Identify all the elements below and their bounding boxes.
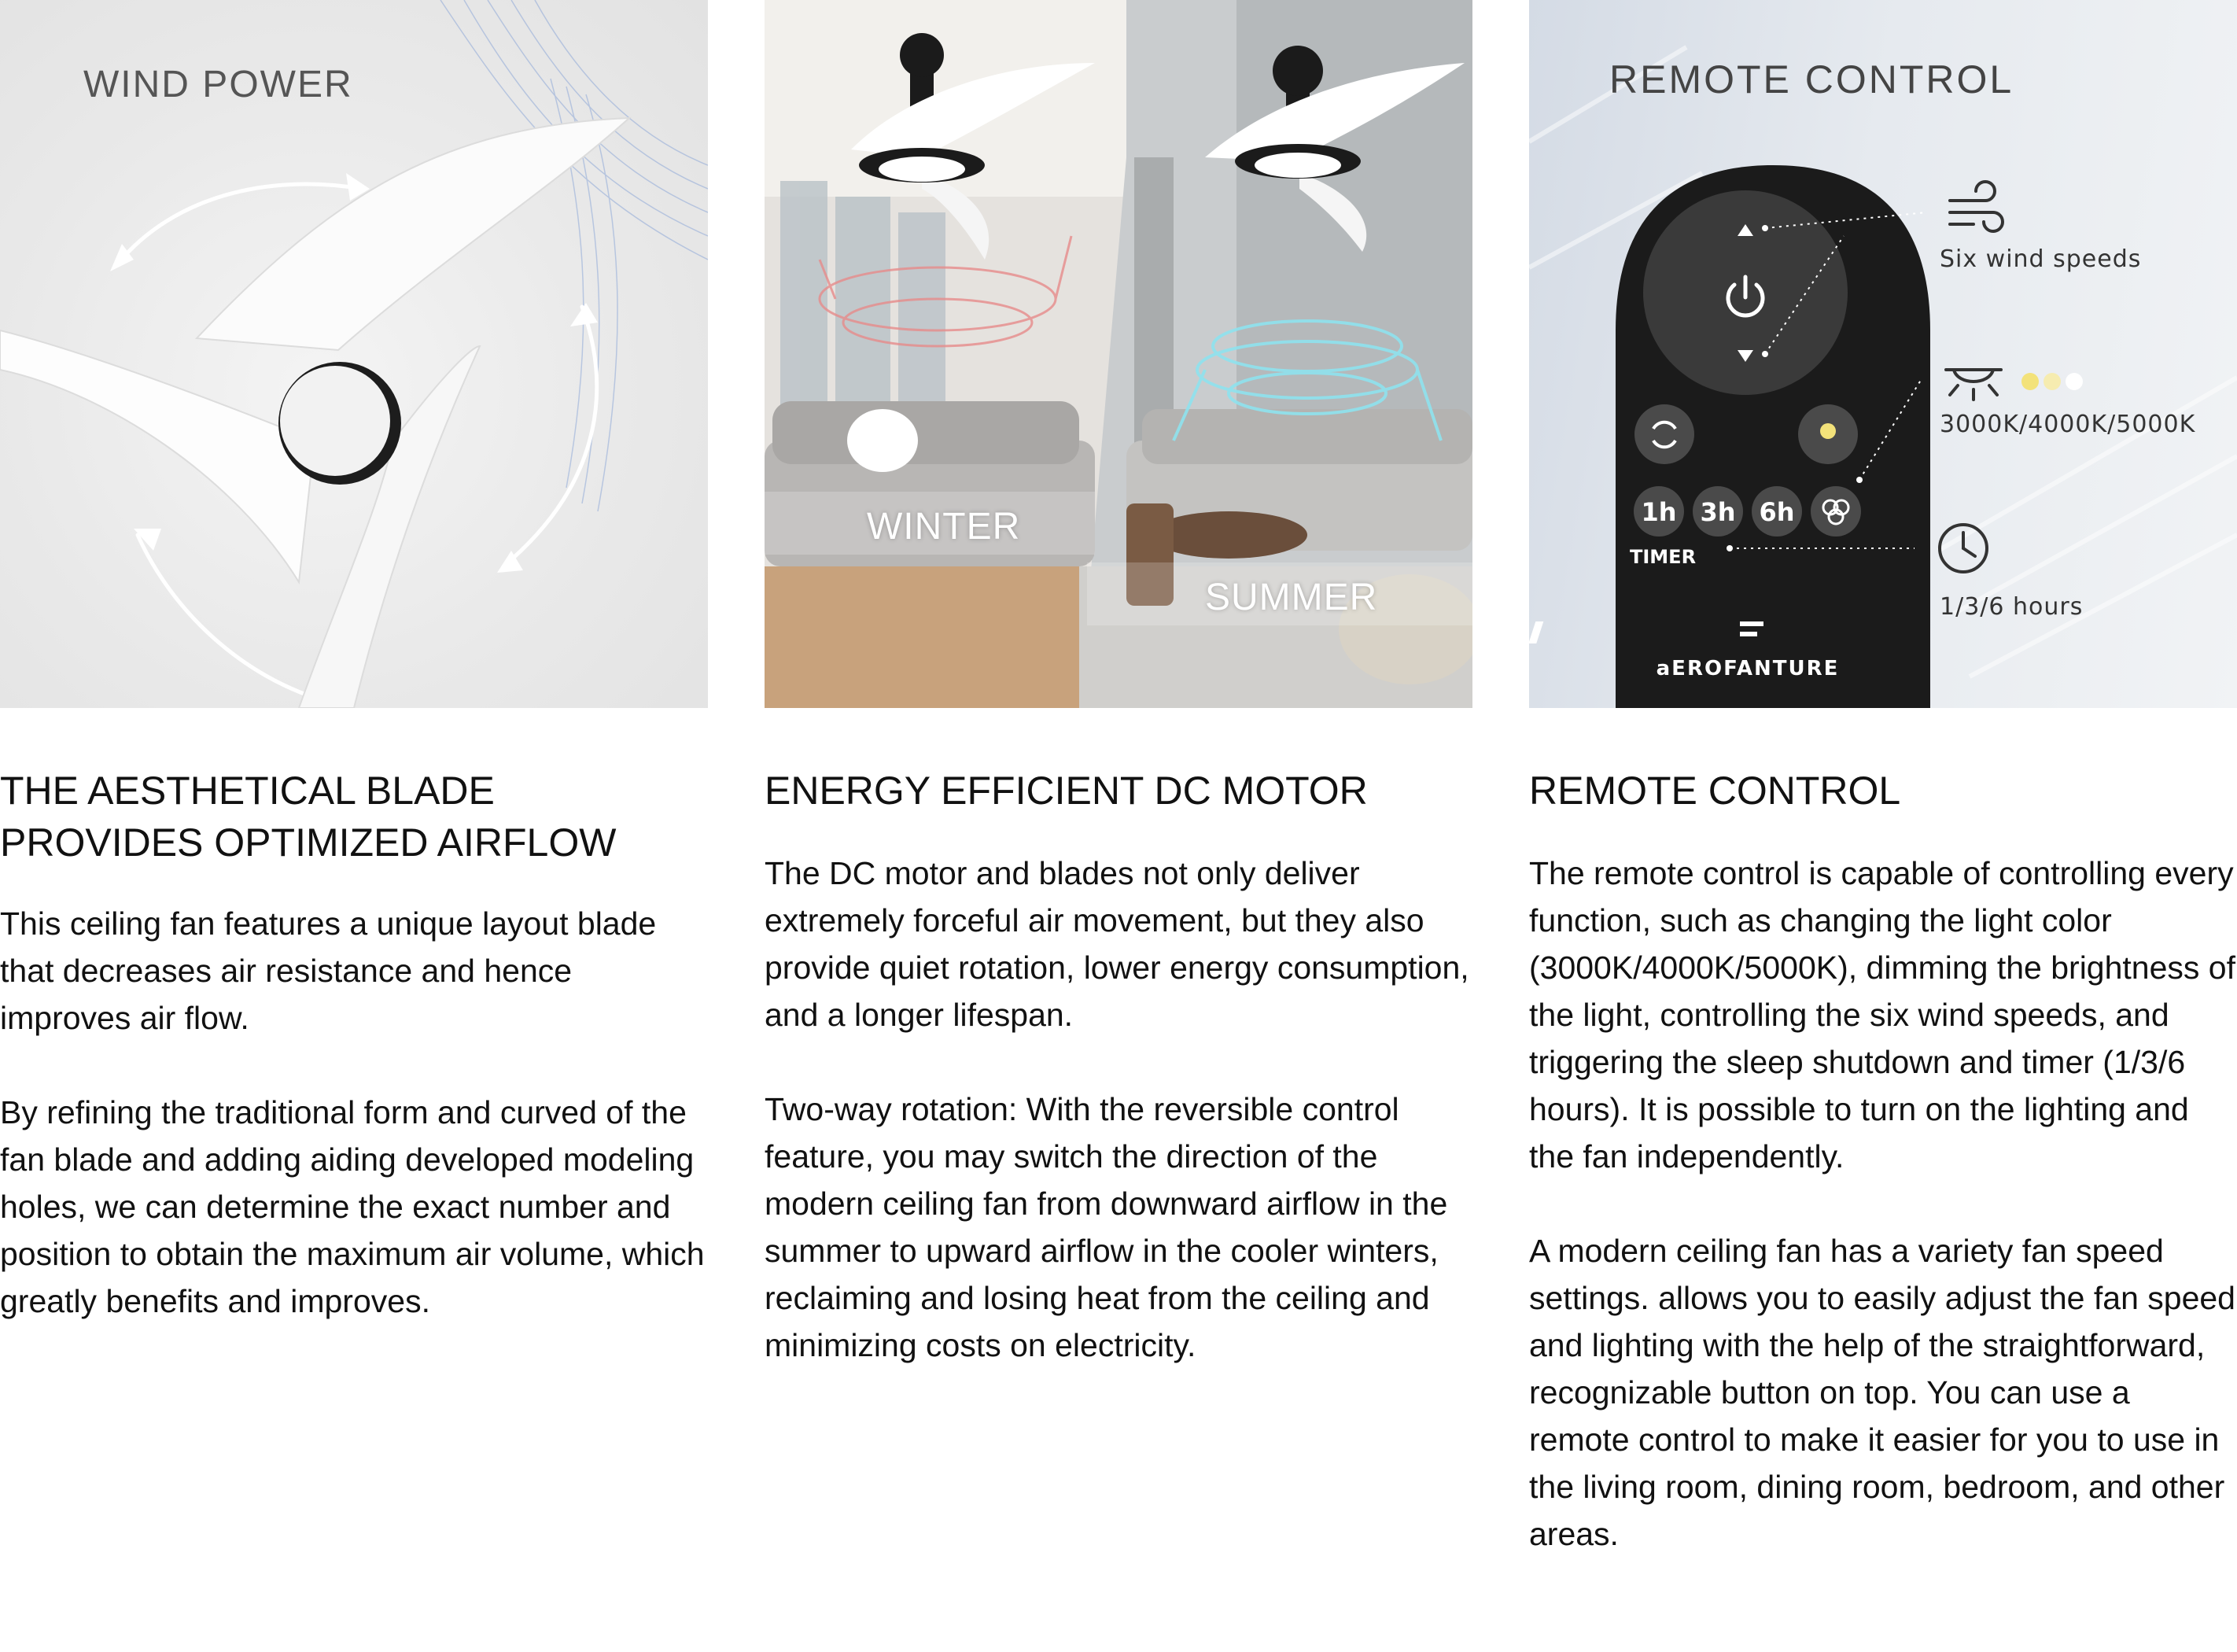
motor-heading: ENERGY EFFICIENT DC MOTOR (765, 769, 1368, 813)
brand-name: aEROFANTURE (1656, 657, 1840, 680)
timer-hours-text: 1/3/6 hours (1940, 593, 2084, 621)
timer-6h-text: 6h (1759, 497, 1795, 527)
light-dot-warm (2021, 373, 2039, 390)
light-dot-cool (2066, 373, 2083, 390)
timer-label: TIMER (1630, 546, 1697, 568)
blade-heading: THE AESTHETICAL BLADE PROVIDES OPTIMIZED AIRFLOW (0, 769, 617, 865)
fan-light-globe (280, 366, 390, 476)
feature-column-blade (0, 0, 708, 1325)
motor-paragraph-2: Two-way rotation: With the reversible control feature, you may switch the direction of the modern ceiling fan from downward airflow in the summer to upward airflow in the cooler winters, reclaiming and losing heat from the ceiling and minimizing costs on electricity. (765, 1091, 1448, 1363)
feature-column-remote (1529, 0, 2237, 1558)
fan-blade-top (197, 118, 629, 350)
color-temp-text: 3000K/4000K/5000K (1940, 411, 2196, 438)
remote-paragraph-2: A modern ceiling fan has a variety fan speed settings. allows you to easily adjust the fan speed and lighting with the help of the straightforward, recognizable button on top. You can use a remote control to make it easier for you to use in the living room, dining room, bedroom, and other areas. (1529, 1233, 2235, 1552)
remote-control-image (1529, 0, 2237, 708)
light-dot-neutral (2044, 373, 2061, 390)
remote-paragraph-1: The remote control is capable of controlling every function, such as changing the light color (3000K/4000K/5000K), dimming the brightness of the light, controlling the six wind speeds, and triggering the sleep shutdown and timer (1/3/6 hours). It is possible to turn on the lighting and the fan independently. (1529, 855, 2235, 1174)
wind-icon (1950, 182, 2003, 231)
feature-column-motor (765, 0, 1472, 1369)
blade-paragraph-2: By refining the traditional form and curved of the fan blade and adding aiding developed modeling holes, we can determine the exact number and position to obtain the maximum air volume, which greatly benefits and improves. (0, 1094, 705, 1319)
wind-power-image (0, 0, 708, 708)
airflow-lines (440, 0, 708, 511)
lamp-icon (1946, 370, 2001, 400)
winter-summer-image (765, 0, 1472, 708)
summer-label: SUMMER (1205, 577, 1378, 618)
blade-paragraph-1: This ceiling fan features a unique layout blade that decreases air resistance and hence improves air flow. (0, 905, 657, 1036)
timer-1h-text: 1h (1641, 497, 1677, 527)
remote-illustration (1529, 0, 2237, 708)
wind-speeds-text: Six wind speeds (1940, 245, 2142, 273)
winter-label: WINTER (867, 506, 1021, 548)
motor-paragraph-1: The DC motor and blades not only deliver extremely forceful air movement, but they also provide quiet rotation, lower energy consumption, and a longer lifespan. (765, 855, 1469, 1033)
remote-control-label: REMOTE CONTROL (1609, 57, 2014, 101)
wind-power-label: WIND POWER (83, 64, 353, 105)
reverse-button (1634, 404, 1694, 464)
timer-3h-text: 3h (1700, 497, 1736, 527)
remote-heading: REMOTE CONTROL (1529, 769, 1901, 813)
bulb-icon (1820, 423, 1836, 439)
fan-blade-left (0, 330, 315, 582)
fan-blade-illustration (0, 0, 708, 708)
